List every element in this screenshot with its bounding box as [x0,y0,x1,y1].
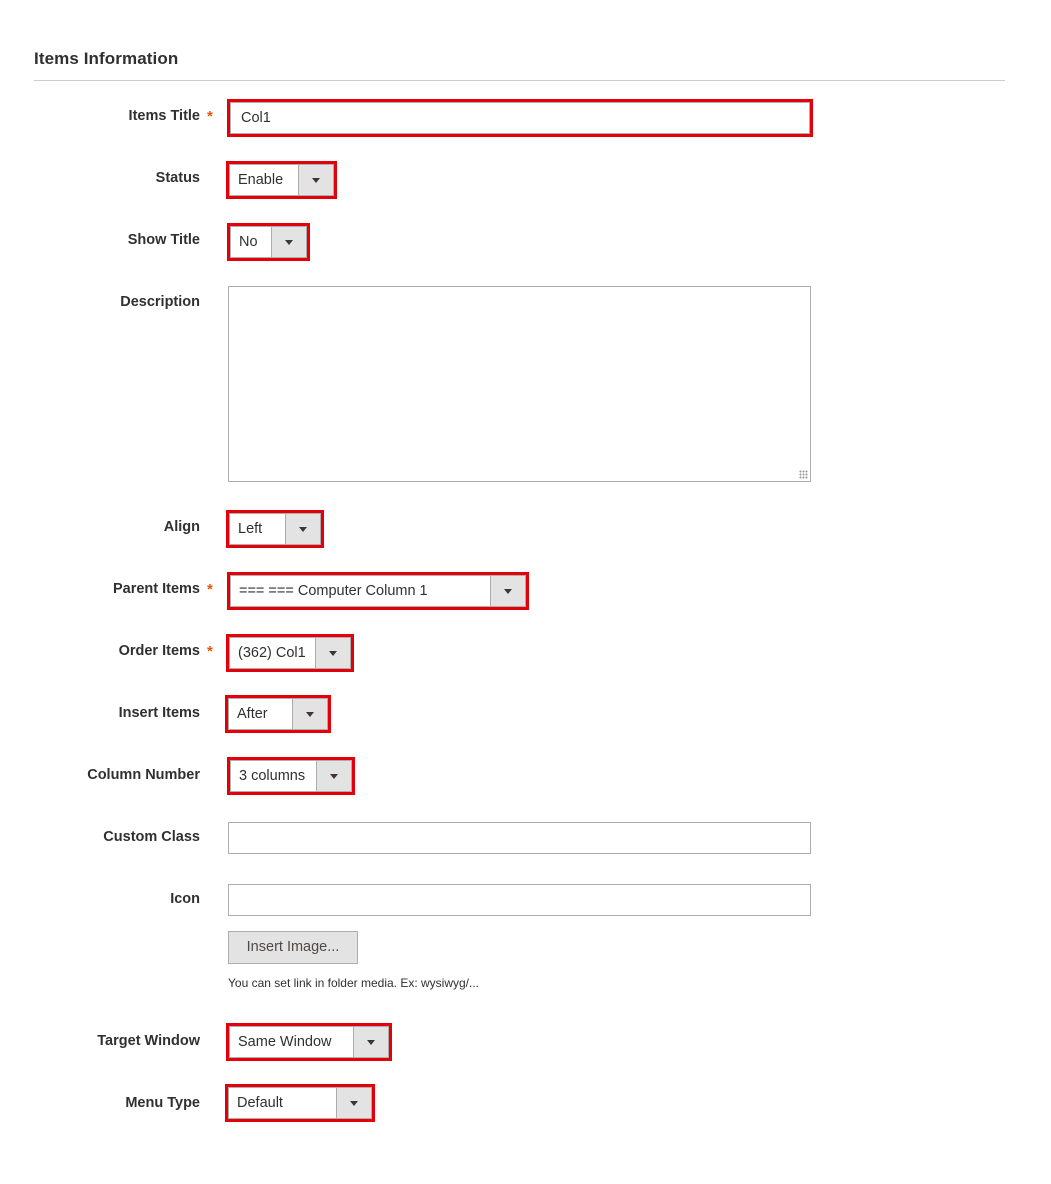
chevron-down-icon [312,178,320,183]
column-number-select[interactable] [230,760,352,792]
required-mark: * [207,643,213,660]
chevron-down-icon [350,1101,358,1106]
description-textarea[interactable] [228,286,811,482]
menu-type-dropdown-toggle[interactable] [336,1088,371,1118]
section-divider [34,80,1005,81]
required-mark: * [207,108,213,125]
custom-class-label: Custom Class [103,829,200,845]
chevron-down-icon [285,240,293,245]
items-title-label: Items Title [128,108,200,124]
order-items-label: Order Items [118,643,200,659]
menu-type-label: Menu Type [125,1095,200,1111]
target-window-dropdown-toggle[interactable] [353,1027,388,1057]
order-items-dropdown-toggle[interactable] [315,638,350,668]
status-label: Status [155,170,200,186]
status-value: Enable [238,172,284,188]
icon-input[interactable] [228,884,811,916]
target-window-select[interactable] [229,1026,389,1058]
chevron-down-icon [367,1040,375,1045]
order-items-select[interactable] [229,637,351,669]
items-title-value: Col1 [241,110,271,126]
chevron-down-icon [299,527,307,532]
target-window-value: Same Window [238,1034,332,1050]
description-label: Description [120,294,200,310]
chevron-down-icon [329,651,337,656]
parent-items-value: === === Computer Column 1 [239,583,428,599]
icon-label: Icon [170,891,200,907]
required-mark: * [207,581,213,598]
chevron-down-icon [306,712,314,717]
menu-type-value: Default [237,1095,283,1111]
parent-items-label: Parent Items [112,581,200,597]
show-title-label: Show Title [127,232,200,248]
chevron-down-icon [504,589,512,594]
show-title-value: No [239,234,258,250]
column-number-label: Column Number [87,767,200,783]
insert-items-select[interactable] [228,698,328,730]
status-dropdown-toggle[interactable] [298,165,333,195]
column-number-value: 3 columns [239,768,306,784]
menu-type-select[interactable] [228,1087,372,1119]
items-title-input[interactable] [230,102,810,134]
icon-help-note: You can set link in folder media. Ex: wysiwyg/... [228,976,480,990]
insert-items-value: After [237,706,268,722]
parent-items-dropdown-toggle[interactable] [490,576,525,606]
target-window-label: Target Window [97,1033,200,1049]
resize-grip-icon[interactable] [799,470,808,479]
align-value: Left [238,521,263,537]
align-label: Align [163,519,200,535]
insert-image-button[interactable]: Insert Image... [228,931,358,964]
align-dropdown-toggle[interactable] [285,514,320,544]
align-select[interactable] [229,513,321,545]
status-select[interactable] [229,164,334,196]
column-number-dropdown-toggle[interactable] [316,761,351,791]
order-items-value: (362) Col1 [238,645,306,661]
show-title-dropdown-toggle[interactable] [271,227,306,257]
parent-items-select[interactable] [230,575,526,607]
insert-items-label: Insert Items [118,705,200,721]
chevron-down-icon [330,774,338,779]
show-title-select[interactable] [230,226,307,258]
section-title: Items Information [34,49,179,68]
custom-class-input[interactable] [228,822,811,854]
insert-items-dropdown-toggle[interactable] [292,699,327,729]
